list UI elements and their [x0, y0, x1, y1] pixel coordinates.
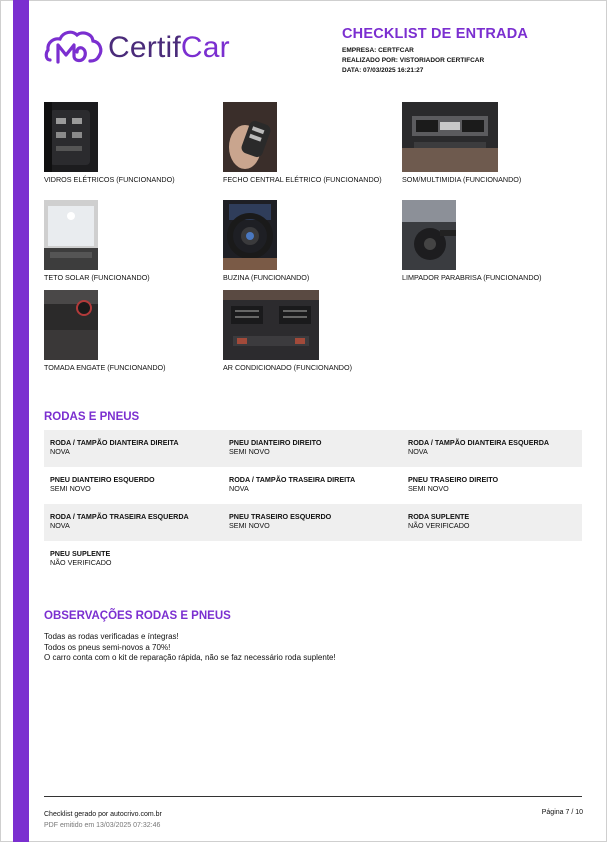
footer-divider [44, 796, 582, 797]
tire-label: RODA SUPLENTE [408, 512, 470, 521]
photo-tomada-engate[interactable] [44, 290, 98, 360]
table-row [44, 430, 582, 467]
date-line: DATA: 07/03/2025 16:21:27 [342, 67, 424, 74]
photo-item [44, 200, 204, 283]
tire-label: PNEU TRASEIRO ESQUERDO [229, 512, 332, 521]
footer-emitted: PDF emitido em 13/03/2025 07:32:46 [44, 822, 161, 829]
photo-limpador[interactable] [402, 200, 456, 270]
photo-caption: TETO SOLAR (FUNCIONANDO) [44, 273, 150, 282]
tire-table [44, 430, 582, 578]
tire-cell [44, 467, 223, 504]
table-row [44, 467, 582, 504]
tire-cell [402, 504, 581, 541]
photo-item [402, 102, 562, 185]
photo-caption: BUZINA (FUNCIONANDO) [223, 273, 310, 282]
tire-cell [223, 430, 402, 467]
photo-item [44, 290, 204, 373]
photo-item [223, 290, 383, 373]
photo-ar-condicionado[interactable] [223, 290, 319, 360]
tire-value: SEMI NOVO [229, 521, 270, 530]
photo-caption: VIDROS ELÉTRICOS (FUNCIONANDO) [44, 175, 175, 184]
brand-logo [44, 26, 230, 70]
brand-name: CertifCar [108, 31, 230, 64]
photo-caption: TOMADA ENGATE (FUNCIONANDO) [44, 363, 166, 372]
tire-value: NÃO VERIFICADO [408, 521, 470, 530]
photo-item [223, 200, 383, 283]
tire-cell [44, 504, 223, 541]
report-title: CHECKLIST DE ENTRADA [342, 26, 529, 42]
photo-som[interactable] [402, 102, 498, 172]
tire-value: NOVA [50, 447, 70, 456]
company-line: EMPRESA: CERTFCAR [342, 47, 414, 54]
tire-value: NOVA [229, 484, 249, 493]
tire-label: RODA / TAMPÃO TRASEIRA ESQUERDA [50, 512, 189, 521]
tire-cell [402, 430, 581, 467]
tire-cell [44, 541, 223, 578]
photo-caption: LIMPADOR PARABRISA (FUNCIONANDO) [402, 273, 542, 282]
table-row [44, 504, 582, 541]
tire-label: PNEU DIANTEIRO DIREITO [229, 438, 322, 447]
photo-caption: AR CONDICIONADO (FUNCIONANDO) [223, 363, 352, 372]
tire-label: PNEU SUPLENTE [50, 549, 111, 558]
tire-cell [223, 467, 402, 504]
footer-info [44, 809, 162, 831]
photo-caption: SOM/MULTIMIDIA (FUNCIONANDO) [402, 175, 522, 184]
tire-label: PNEU TRASEIRO DIREITO [408, 475, 499, 484]
tire-cell [402, 467, 581, 504]
tire-cell [44, 430, 223, 467]
tire-label: RODA / TAMPÃO DIANTEIRA ESQUERDA [408, 438, 550, 447]
photo-item [44, 102, 204, 185]
photo-item [223, 102, 383, 185]
tire-label: RODA / TAMPÃO DIANTEIRA DIREITA [50, 438, 179, 447]
tire-value: NOVA [50, 521, 70, 530]
tire-value: SEMI NOVO [50, 484, 91, 493]
car-logo-icon [44, 26, 104, 70]
section-title-observacoes: OBSERVAÇÕES RODAS E PNEUS [44, 610, 231, 622]
tire-value: NÃO VERIFICADO [50, 558, 112, 567]
photo-teto-solar[interactable] [44, 200, 98, 270]
section-title-rodas: RODAS E PNEUS [44, 411, 140, 423]
inspector-line: REALIZADO POR: VISTORIADOR CERTIFCAR [342, 57, 485, 64]
tire-value: NOVA [408, 447, 428, 456]
photo-item [402, 200, 562, 283]
observations-text [44, 632, 336, 664]
tire-cell [223, 504, 402, 541]
report-header [342, 26, 528, 76]
observation-line: Todos os pneus semi-novos a 70%! [44, 642, 171, 652]
accent-bar [13, 0, 29, 842]
photo-buzina[interactable] [223, 200, 277, 270]
observation-line: O carro conta com o kit de reparação rápida, não se faz necessário roda suplente! [44, 653, 336, 662]
tire-value: SEMI NOVO [408, 484, 449, 493]
tire-label: PNEU DIANTEIRO ESQUERDO [50, 475, 155, 484]
table-row [44, 541, 582, 578]
tire-value: SEMI NOVO [229, 447, 270, 456]
photo-fecho-central[interactable] [223, 102, 277, 172]
tire-label: RODA / TAMPÃO TRASEIRA DIREITA [229, 475, 356, 484]
observation-line: Todas as rodas verificadas e íntegras! [44, 632, 179, 641]
footer-generated: Checklist gerado por autocrivo.com.br [44, 811, 162, 818]
page-number: Página 7 / 10 [541, 809, 583, 816]
photo-caption: FECHO CENTRAL ELÉTRICO (FUNCIONANDO) [223, 175, 382, 184]
photo-vidros[interactable] [44, 102, 98, 172]
